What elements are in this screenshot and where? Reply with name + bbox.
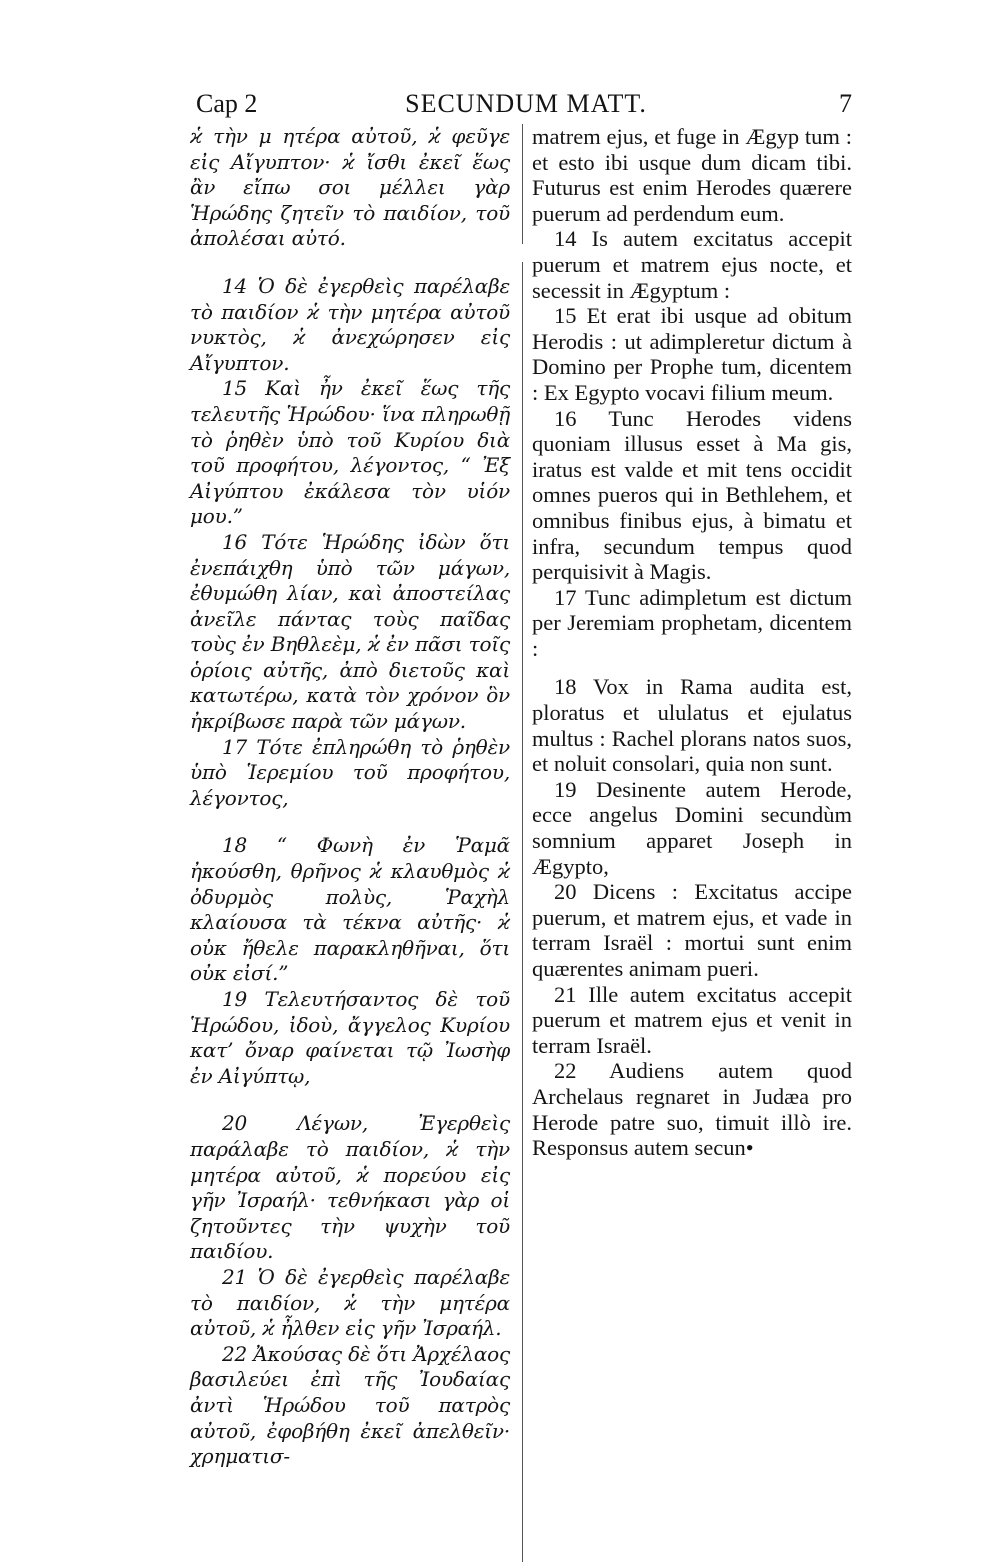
- latin-verse-22: 22 Audiens autem quod Archelaus regnaret in Judæa pro Herode patre suo, timuit illò ire. Responsus autem secun•: [532, 1058, 852, 1161]
- greek-verse-16: 16 Τότε Ἡρώδης ἰδὼν ὅτι ἐνεπάιχθη ὑπὸ τῶν μάγων, ἐθυμώθη λίαν, καὶ ἀποστείλας ἀνεῖλε πάντας τοὺς παῖδας τοὺς ἐν Βηθλεὲμ, ϰ̔ ἐν πᾶσι τοῖς ὁρίοις αὐτῆς, ἀπὸ διετοῦς καὶ κατωτέρω, κατὰ τὸν χρόνον ὃν ἠκρίβωσε παρὰ τῶν μάγων.: [190, 529, 510, 734]
- page-header: [196, 86, 856, 122]
- latin-verse-19: 19 Desinente autem Herode, ecce angelus Domini secundùm somnium apparet Joseph in Ægypto,: [532, 776, 852, 879]
- greek-verse-17: 17 Τότε ἐπληρώθη τὸ ῥηθὲν ὑπὸ Ἱερεμίου τοῦ προφήτου, λέγοντος,: [190, 734, 510, 810]
- latin-verse-18: 18 Vox in Rama audita est, ploratus et ululatus et ejulatus multus : Rachel plorans natos suos, et noluit consolari, quia non sunt.: [532, 674, 852, 777]
- latin-verse-20: 20 Dicens : Excitatus accipe puerum, et matrem ejus, et vade in terram Israël : mortui sunt enim quærentes animam pueri.: [532, 879, 852, 981]
- greek-verse-14: 14 Ὁ δὲ ἐγερθεὶς παρέλαβε τὸ παιδίον ϰ̔ τὴν μητέρα αὐτοῦ νυκτὸς, ϰ̔ ἀνεχώρησεν εἰς Αἴγυπτον.: [190, 273, 510, 375]
- latin-verse-14: 14 Is autem excitatus accepit puerum et matrem ejus nocte, et secessit in Ægyptum :: [532, 226, 852, 303]
- running-title: SECUNDUM MATT.: [405, 89, 647, 118]
- column-rule-top: [522, 124, 523, 244]
- latin-column: [532, 124, 852, 1161]
- column-rule: [522, 262, 523, 1562]
- greek-verse-15: 15 Καὶ ἦν ἐκεῖ ἕως τῆς τελευτῆς Ἡρώδου· ἵνα πληρωθῇ τὸ ῥηθὲν ὑπὸ τοῦ Κυρίου διὰ τοῦ προφήτου, λέγοντος, “ Ἐξ Αἰγύπτου ἐκάλεσα τὸν υἱόν μου.”: [190, 376, 510, 529]
- latin-verse-21: 21 Ille autem excitatus accepit puerum et matrem ejus et venit in terram Israël.: [532, 981, 852, 1058]
- greek-verse-21: 21 Ὁ δὲ ἐγερθεὶς παρέλαβε τὸ παιδίον, ϰ̔ τὴν μητέρα αὐτοῦ, ϰ̔ ἦλθεν εἰς γῆν Ἰσραήλ.: [190, 1264, 510, 1341]
- page-number: 7: [839, 89, 852, 118]
- latin-verse-15: 15 Et erat ibi usque ad obitum Herodis : ut adimpleretur dictum à Domino per Prophe tum, dicentem : Ex Egypto vocavi filium meum.: [532, 303, 852, 405]
- chapter-label: Cap 2: [196, 89, 258, 118]
- latin-verse-16: 16 Tunc Herodes videns quoniam illusus esset à Ma gis, iratus est valde et mit tens occidit omnes pueros qui in Bethlehem, et omnibus finibus ejus, à bimatu et infra, secundum tempus quod perquisivit à Magis.: [532, 405, 852, 585]
- greek-verse-22: 22 Ἀκούσας δὲ ὅτι Ἀρχέλαος βασιλεύει ἐπὶ τῆς Ἰουδαίας ἀντὶ Ἡρώδου τοῦ πατρὸς αὐτοῦ, ἐφοβήθη ἐκεῖ ἀπελθεῖν· χρηματισ-: [190, 1341, 510, 1469]
- greek-verse-18: 18 “ Φωνὴ ἐν Ῥαμᾶ ἠκούσθη, θρῆνος ϰ̔ κλαυθμὸς ϰ̔ ὀδυρμὸς πολὺς, Ῥαχὴλ κλαίουσα τὰ τέκνα αὐτῆς· ϰ̔ οὐκ ἤθελε παρακληθῆναι, ὅτι οὐκ εἰσί.”: [190, 833, 510, 986]
- latin-verse-13-cont: matrem ejus, et fuge in Ægyp tum : et esto ibi usque dum dicam tibi. Futurus est enim Herodes quærere puerum ad perdendum eum.: [532, 124, 852, 226]
- greek-verse-20: 20 Λέγων, Ἐγερθεὶς παράλαβε τὸ παιδίον, ϰ̔ τὴν μητέρα αὐτοῦ, ϰ̔ πορεύου εἰς γῆν Ἰσραήλ· τεθνήκασι γὰρ οἱ ζητοῦντες τὴν ψυχὴν τοῦ παιδίου.: [190, 1111, 510, 1264]
- latin-verse-17: 17 Tunc adimpletum est dictum per Jeremiam prophetam, dicentem :: [532, 584, 852, 661]
- greek-column: [190, 124, 510, 1470]
- greek-verse-13-cont: ϰ̔ τὴν μ ητέρα αὐτοῦ, ϰ̔ φεῦγε εἰς Αἴγυπτον· ϰ̔ ἴσθι ἐκεῖ ἕως ἂν εἴπω σοι μέλλει γὰρ Ἡρώδης ζητεῖν τὸ παιδίον, τοῦ ἀπολέσαι αὐτό.: [190, 124, 510, 251]
- greek-verse-19: 19 Τελευτήσαντος δὲ τοῦ Ἡρώδου, ἰδοὺ, ἄγγελος Κυρίου κατ’ ὄναρ φαίνεται τῷ Ἰωσὴφ ἐν Αἰγύπτῳ,: [190, 987, 510, 1088]
